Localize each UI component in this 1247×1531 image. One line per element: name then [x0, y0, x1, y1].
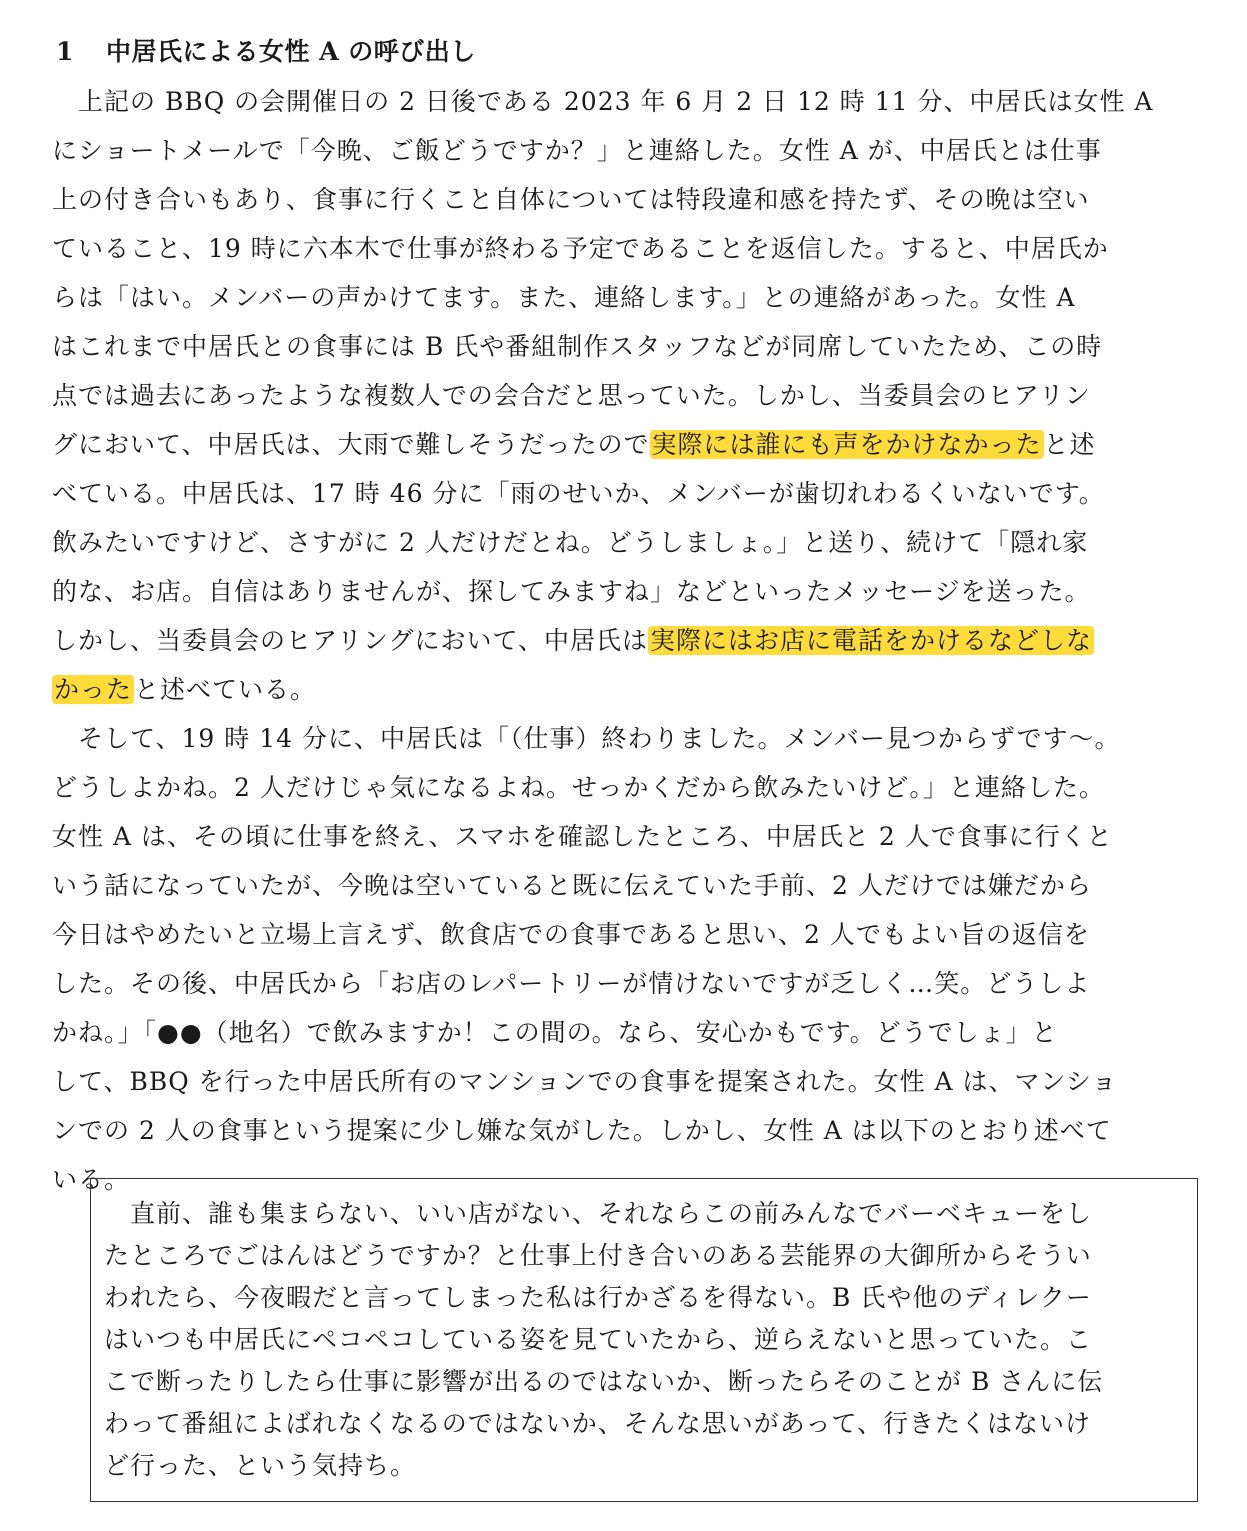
- paragraph-line: 女性 A は、その頃に仕事を終え、スマホを確認したところ、中居氏と 2 人で食事に行くと: [52, 822, 1113, 851]
- paragraph-line: いる。: [52, 1165, 131, 1194]
- highlighted-text: かった: [54, 675, 133, 704]
- quote-line: たところでごはんはどうですか？と仕事上付き合いのある芸能界の大御所からそうい: [104, 1241, 1092, 1270]
- text-segment: と述べている。: [134, 675, 317, 704]
- quote-line: わって番組によばれなくなるのではないか、そんな思いがあって、行きたくはないけ: [104, 1409, 1092, 1438]
- paragraph-line: そして、19 時 14 分に、中居氏は「（仕事）終わりました。メンバー見つからずです～。: [78, 724, 1121, 753]
- paragraph-line: べている。中居氏は、17 時 46 分に「雨のせいか、メンバーが歯切れわるくいないです。: [52, 479, 1105, 508]
- section-heading: [56, 34, 476, 70]
- quote-line: われたら、今夜暇だと言ってしまった私は行かざるを得ない。B 氏や他のディレクー: [104, 1283, 1092, 1312]
- paragraph-line: 今日はやめたいと立場上言えず、飲食店での食事であると思い、2 人でもよい旨の返信を: [52, 920, 1090, 949]
- section-number: 1: [56, 37, 74, 66]
- paragraph-line: 飲みたいですけど、さすがに 2 人だけだとね。どうしましょ。」と送り、続けて「隠れ家: [52, 528, 1089, 557]
- highlighted-text: 実際には誰にも声をかけなかった: [651, 430, 1042, 459]
- paragraph-line: どうしよかね。2 人だけじゃ気になるよね。せっかくだから飲みたいけど。」と連絡した。: [52, 773, 1105, 802]
- paragraph-line: 上の付き合いもあり、食事に行くこと自体については特段違和感を持たず、その晩は空い: [52, 185, 1090, 214]
- paragraph-line: かね。」「●●（地名）で飲みますか！この間の。なら、安心かもです。どうでしょ」と: [52, 1018, 1058, 1047]
- paragraph-line: らは「はい。メンバーの声かけてます。また、連絡します。」との連絡があった。女性 A: [52, 283, 1076, 312]
- quote-line: ど行った、という気持ち。: [104, 1451, 417, 1480]
- paragraph-line-highlighted: [52, 623, 1204, 659]
- quote-line: 直前、誰も集まらない、いい店がない、それならこの前みんなでバーベキューをし: [130, 1199, 1093, 1228]
- paragraph-line-highlighted: [52, 672, 1204, 708]
- paragraph-line: ていること、19 時に六本木で仕事が終わる予定であることを返信した。すると、中居氏か: [52, 234, 1109, 263]
- text-segment: グにおいて、中居氏は、大雨で難しそうだったので: [52, 430, 650, 459]
- paragraph-line: いう話になっていたが、今晩は空いていると既に伝えていた手前、2 人だけでは嫌だから: [52, 871, 1092, 900]
- paragraph-line: はこれまで中居氏との食事には B 氏や番組制作スタッフなどが同席していたため、この時: [52, 332, 1103, 361]
- highlighted-text: 実際にはお店に電話をかけるなどしな: [650, 626, 1093, 655]
- paragraph-line: 的な、お店。自信はありませんが、探してみますね」などといったメッセージを送った。: [52, 577, 1091, 606]
- paragraph-line: 点では過去にあったような複数人での会合だと思っていた。しかし、当委員会のヒアリン: [52, 381, 1091, 410]
- quote-line: はいつも中居氏にペコペコしている姿を見ていたから、逆らえないと思っていた。こ: [104, 1325, 1093, 1354]
- text-segment: しかし、当委員会のヒアリングにおいて、中居氏は: [52, 626, 649, 655]
- paragraph-line: ンでの 2 人の食事という提案に少し嫌な気がした。しかし、女性 A は以下のとおり述べて: [52, 1116, 1112, 1145]
- paragraph-line: にショートメールで「今晩、ご飯どうですか？」と連絡した。女性 A が、中居氏とは仕事: [52, 136, 1102, 165]
- paragraph-line: した。その後、中居氏から「お店のレパートリーが情けないですが乏しく…笑。どうしよ: [52, 969, 1091, 998]
- paragraph-line: して、BBQ を行った中居氏所有のマンションでの食事を提案された。女性 A は、マンショ: [52, 1067, 1118, 1096]
- text-segment: と述: [1043, 430, 1096, 459]
- quote-line: こで断ったりしたら仕事に影響が出るのではないか、断ったらそのことが B さんに伝: [104, 1367, 1104, 1396]
- paragraph-line-highlighted: [52, 427, 1204, 463]
- paragraph-line: 上記の BBQ の会開催日の 2 日後である 2023 年 6 月 2 日 12 時 11 分、中居氏は女性 A: [78, 87, 1154, 116]
- section-title: 中居氏による女性 A の呼び出し: [106, 37, 476, 66]
